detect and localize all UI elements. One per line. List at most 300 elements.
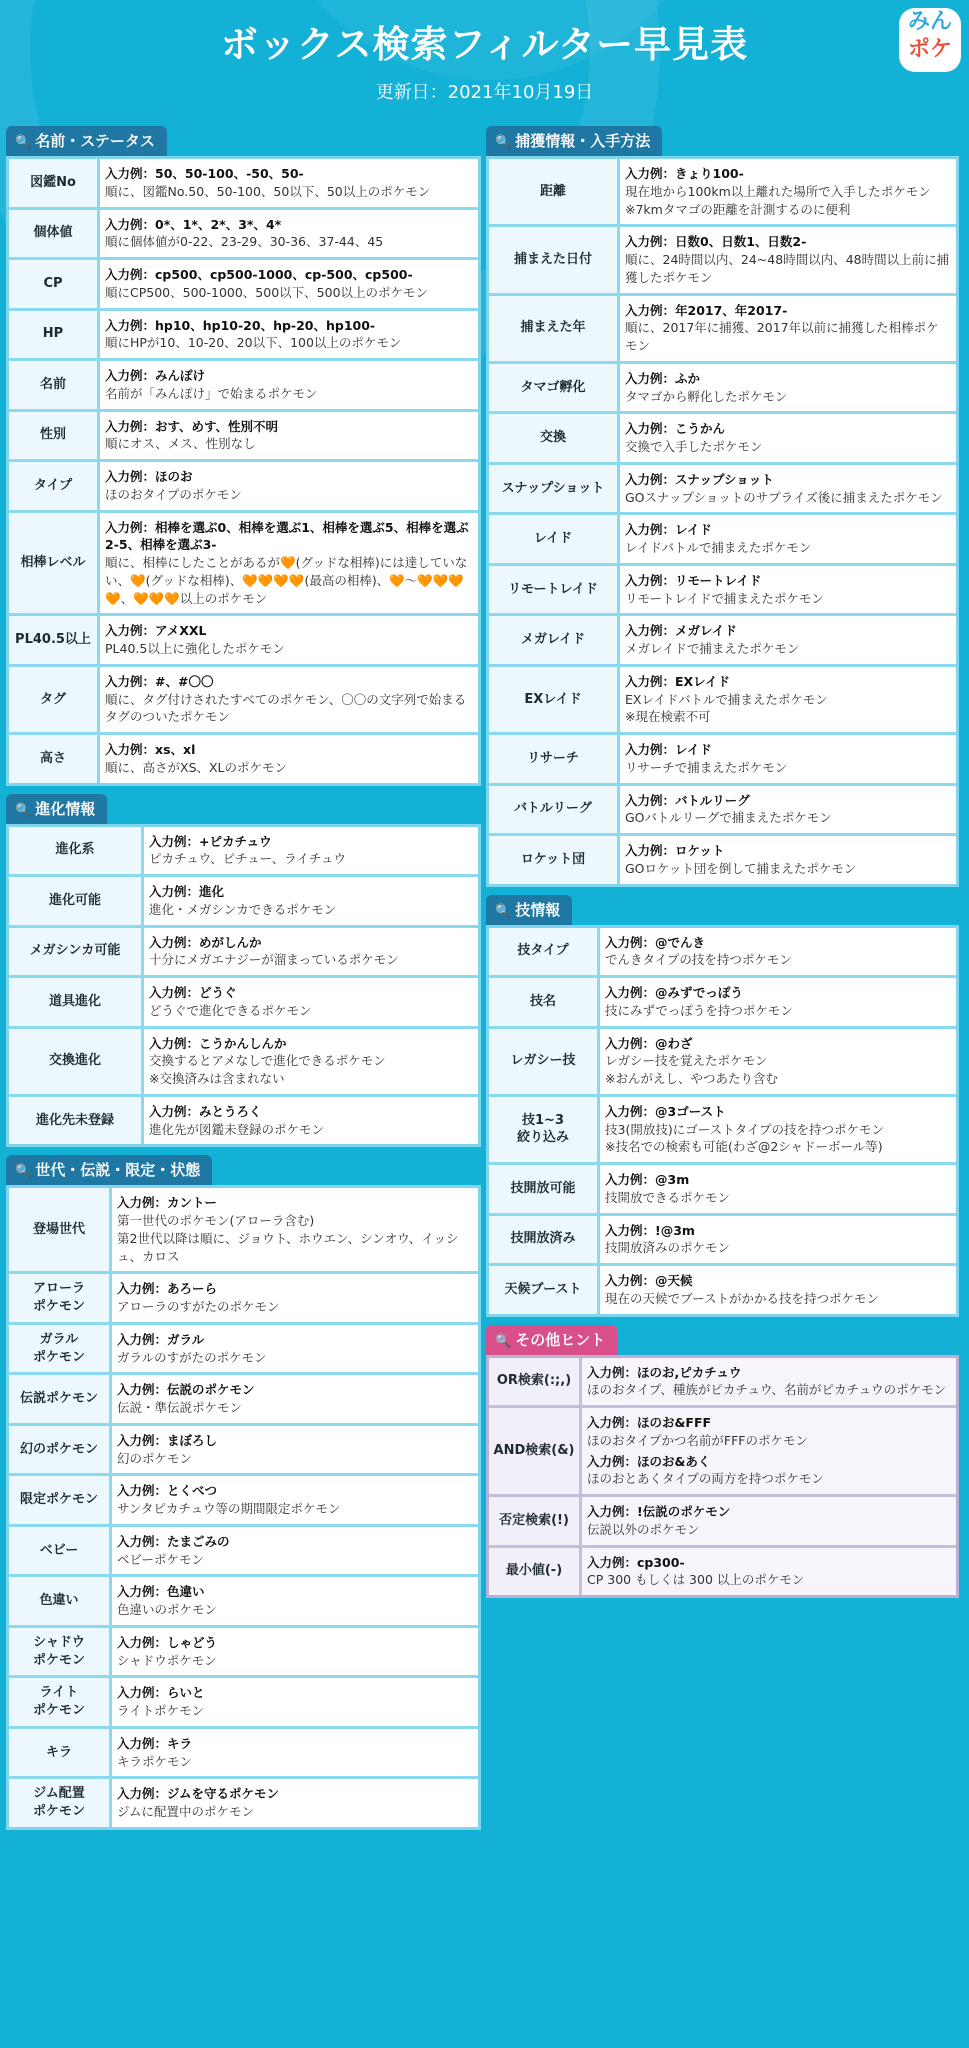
filter-label: EXレイド: [489, 667, 620, 732]
filter-description: ベビーポケモン: [117, 1551, 205, 1567]
filter-row: [9, 667, 478, 735]
filter-description: ほのおとあくタイプの両方を持つポケモン: [587, 1471, 824, 1487]
filter-description: メガレイドで捕まえたポケモン: [625, 641, 800, 656]
example-block: [625, 420, 950, 456]
input-example: 入力例：cp300-: [587, 1554, 685, 1570]
filter-row: [9, 877, 478, 928]
filter-description: ほのおタイプかつ名前がFFFのポケモン: [587, 1432, 808, 1448]
filter-content: [582, 1497, 956, 1545]
filter-description: どうぐで進化できるポケモン: [149, 1002, 312, 1018]
example-block: [587, 1503, 950, 1539]
filter-label: CP: [9, 260, 100, 308]
filter-label: タイプ: [9, 462, 100, 510]
filter-description: 技開放できるポケモン: [605, 1189, 731, 1205]
filter-row: [489, 1266, 956, 1314]
filter-row: [9, 1188, 478, 1274]
example-block: [605, 1103, 950, 1156]
input-example: 入力例：らいと: [117, 1685, 205, 1701]
filter-content: [112, 1426, 478, 1474]
filter-row: [9, 311, 478, 362]
filter-row: [489, 1216, 956, 1267]
filter-description: 交換するとアメなしで進化できるポケモン: [149, 1053, 386, 1069]
filter-content: [620, 364, 956, 412]
filter-table: [6, 1185, 481, 1830]
filter-description: ほのおタイプ、種族がピカチュウ、名前がピカチュウのポケモン: [587, 1382, 947, 1398]
filter-description: ほのおタイプのポケモン: [105, 486, 242, 502]
example-block: [105, 468, 472, 504]
filter-label: 進化先未登録: [9, 1097, 144, 1145]
section-title: 名前・ステータス: [35, 132, 155, 150]
filter-description: 伝説以外のポケモン: [587, 1521, 700, 1537]
filter-label: AND検索(&): [489, 1408, 582, 1494]
filter-row: [489, 227, 956, 295]
filter-table: [6, 824, 481, 1148]
filter-row: [9, 1375, 478, 1426]
filter-row: [489, 296, 956, 364]
filter-description: でんきタイプの技を持つポケモン: [605, 952, 792, 968]
filter-row: [9, 1476, 478, 1527]
example-block: [587, 1364, 950, 1400]
filter-label: 技名: [489, 978, 600, 1026]
filter-label: 技1~3 絞り込み: [489, 1097, 600, 1162]
filter-description: GOスナップショットのサプライズ後に捕まえたポケモン: [625, 489, 943, 505]
filter-content: [144, 978, 478, 1026]
input-example: 入力例：ほのお: [105, 469, 193, 484]
search-icon: 🔍: [15, 802, 32, 818]
filter-content: [582, 1548, 956, 1596]
filter-label: 距離: [489, 159, 620, 224]
filter-content: [144, 827, 478, 875]
filter-description: 技3(開放技)にゴーストタイプの技を持つポケモン: [605, 1121, 884, 1137]
filter-note: ※交換済みは含まれない: [149, 1071, 285, 1086]
filter-description: ライトポケモン: [117, 1703, 205, 1718]
filter-row: [9, 978, 478, 1029]
filter-note: ※技名での検索も可能(わざ@2シャドーボール等): [605, 1139, 883, 1155]
example-block: [625, 673, 950, 726]
filter-description: タマゴから孵化したポケモン: [625, 388, 788, 404]
filter-description: CP 300 もしくは 300 以上のポケモン: [587, 1572, 805, 1588]
filter-label: リモートレイド: [489, 566, 620, 614]
section-title: 技情報: [515, 900, 561, 919]
filter-row: [9, 1029, 478, 1097]
filter-description: 順に個体値が0-22、23-29、30-36、37-44、45: [105, 234, 384, 250]
example-block: [117, 1684, 472, 1720]
filter-row: [9, 827, 478, 878]
filter-content: [600, 1216, 956, 1264]
filter-description: キラポケモン: [117, 1753, 193, 1769]
section-header: [6, 794, 107, 824]
filter-description: PL40.5以上に強化したポケモン: [105, 641, 285, 656]
example-block: [625, 165, 950, 218]
filter-content: [620, 296, 956, 361]
filter-label: リサーチ: [489, 735, 620, 783]
input-example: 入力例：@でんき: [605, 934, 706, 950]
filter-label: 相棒レベル: [9, 513, 100, 614]
filter-row: [9, 1274, 478, 1325]
filter-note: ※おんがえし、やつあたり含む: [605, 1071, 778, 1086]
filter-row: [489, 667, 956, 735]
input-example: 入力例：キラ: [117, 1735, 193, 1751]
example-block: [105, 741, 472, 777]
example-block: [605, 934, 950, 970]
search-icon: 🔍: [495, 1333, 512, 1349]
filter-content: [112, 1325, 478, 1373]
filter-row: [489, 414, 956, 465]
example-block: [605, 1035, 950, 1088]
input-example: 入力例：アメXXL: [105, 623, 207, 639]
section-header: [6, 1155, 212, 1185]
filter-content: [112, 1375, 478, 1423]
filter-description: リサーチで捕まえたポケモン: [625, 759, 788, 775]
filter-description: 順にCP500、500-1000、500以下、500以上のポケモン: [105, 284, 429, 300]
input-example: 入力例：#、#〇〇: [105, 673, 214, 689]
example-block: [605, 1171, 950, 1207]
filter-label: キラ: [9, 1729, 112, 1777]
example-block: [117, 1583, 472, 1619]
input-example: 入力例：!@3m: [605, 1222, 695, 1238]
section-title: 進化情報: [35, 799, 96, 818]
section-header: [486, 1325, 617, 1355]
input-example: 入力例：ほのお,ピカチュウ: [587, 1364, 742, 1380]
example-block: [117, 1533, 472, 1569]
input-example: 入力例：年2017、年2017-: [625, 302, 788, 318]
filter-label: メガレイド: [489, 616, 620, 664]
filter-content: [600, 928, 956, 976]
filter-description: 順に、24時間以内、24~48時間以内、48時間以上前に捕獲したポケモン: [625, 252, 950, 285]
input-example: 入力例：@3m: [605, 1172, 690, 1187]
input-example: 入力例：あろーら: [117, 1281, 218, 1297]
filter-label: タマゴ孵化: [489, 364, 620, 412]
filter-content: [582, 1358, 956, 1406]
example-block: [605, 984, 950, 1020]
example-block: [149, 984, 472, 1020]
example-block: [117, 1735, 472, 1771]
input-example: 入力例：EXレイド: [625, 673, 731, 689]
filter-label: シャドウ ポケモン: [9, 1628, 112, 1676]
minpoke-logo[interactable]: [899, 8, 961, 72]
filter-content: [620, 667, 956, 732]
example-block: [587, 1414, 950, 1450]
section-title: その他ヒント: [515, 1330, 606, 1349]
filter-label: PL40.5以上: [9, 616, 100, 664]
example-block: [105, 266, 472, 302]
input-example: 入力例：スナップショット: [625, 471, 774, 487]
filter-label: 色違い: [9, 1577, 112, 1625]
filter-label: 道具進化: [9, 978, 144, 1026]
filter-row: [9, 1527, 478, 1578]
input-example: 入力例：メガレイド: [625, 623, 737, 639]
filter-row: [9, 1097, 478, 1145]
input-example: 入力例：hp10、hp10-20、hp-20、hp100-: [105, 317, 376, 333]
filter-section: [486, 1325, 959, 1599]
filter-row: [9, 1779, 478, 1827]
filter-label: アローラ ポケモン: [9, 1274, 112, 1322]
filter-description: ガラルのすがたのポケモン: [117, 1349, 267, 1365]
input-example: 入力例：!伝説のポケモン: [587, 1504, 731, 1519]
filter-label: 進化系: [9, 827, 144, 875]
filter-row: [9, 210, 478, 261]
filter-description: 現在の天候でブーストがかかる技を持つポケモン: [605, 1290, 880, 1306]
filter-table: [6, 156, 481, 786]
filter-row: [489, 1029, 956, 1097]
filter-section: [6, 126, 481, 786]
filter-row: [489, 465, 956, 516]
filter-content: [112, 1779, 478, 1827]
right-column: [486, 126, 959, 1606]
filter-content: [620, 566, 956, 614]
filter-row: [9, 462, 478, 513]
filter-description: 順にオス、メス、性別なし: [105, 436, 256, 452]
example-block: [105, 519, 472, 608]
filter-section: [6, 794, 481, 1148]
filter-label: 捕まえた年: [489, 296, 620, 361]
filter-description: GOロケット団を倒して捕まえたポケモン: [625, 860, 857, 876]
filter-description: ジムに配置中のポケモン: [117, 1804, 255, 1819]
example-block: [605, 1222, 950, 1258]
filter-content: [144, 1097, 478, 1145]
filter-label: タグ: [9, 667, 100, 732]
filter-label: ロケット団: [489, 836, 620, 884]
logo-text-top: みん: [907, 9, 952, 34]
filter-content: [112, 1729, 478, 1777]
filter-description: 進化・メガシンカできるポケモン: [149, 901, 337, 917]
filter-label: 天候ブースト: [489, 1266, 600, 1314]
filter-row: [489, 836, 956, 884]
filter-description: レガシー技を覚えたポケモン: [605, 1053, 768, 1069]
filter-content: [620, 735, 956, 783]
filter-label: 個体値: [9, 210, 100, 258]
filter-row: [489, 515, 956, 566]
filter-row: [489, 1497, 956, 1548]
input-example: 入力例：@3ゴースト: [605, 1103, 726, 1119]
filter-label: 否定検索(!): [489, 1497, 582, 1545]
example-block: [587, 1554, 950, 1590]
input-example: 入力例：しゃどう: [117, 1634, 218, 1650]
input-example: 入力例：xs、xl: [105, 742, 196, 757]
filter-description: 十分にメガエナジーが溜まっているポケモン: [149, 952, 399, 968]
filter-description: 順に、高さがXS、XLのポケモン: [105, 759, 288, 775]
search-icon: 🔍: [15, 135, 32, 150]
filter-label: 限定ポケモン: [9, 1476, 112, 1524]
example-block: [625, 622, 950, 658]
filter-row: [489, 364, 956, 415]
input-example: 入力例：色違い: [117, 1584, 205, 1600]
filter-description: 色違いのポケモン: [117, 1602, 218, 1617]
section-header: [486, 126, 662, 156]
filter-content: [600, 1029, 956, 1094]
filter-table: [486, 156, 959, 887]
filter-section: [486, 895, 959, 1317]
page-title: ボックス検索フィルター早見表: [220, 23, 749, 66]
filter-row: [9, 260, 478, 311]
filter-content: [100, 462, 478, 510]
input-example: 入力例：ガラル: [117, 1331, 205, 1347]
input-example: 入力例：伝説のポケモン: [117, 1382, 255, 1398]
filter-description: シャドウポケモン: [117, 1652, 217, 1668]
input-example: 入力例：おす、めす、性別不明: [105, 418, 279, 434]
filter-description: 幻のポケモン: [117, 1450, 193, 1466]
filter-content: [600, 1097, 956, 1162]
filter-label: レガシー技: [489, 1029, 600, 1094]
filter-description: 技にみずでっぽうを持つポケモン: [605, 1002, 793, 1018]
input-example: 入力例：0*、1*、2*、3*、4*: [105, 216, 282, 232]
example-block: [117, 1381, 472, 1417]
filter-table: [486, 925, 959, 1317]
filter-row: [9, 1577, 478, 1628]
filter-content: [112, 1274, 478, 1322]
filter-row: [489, 735, 956, 786]
updated-date: 更新日：2021年10月19日: [375, 82, 594, 103]
filter-content: [620, 836, 956, 884]
filter-label: バトルリーグ: [489, 786, 620, 834]
filter-content: [144, 1029, 478, 1094]
filter-row: [9, 513, 478, 617]
example-block: [105, 418, 472, 454]
filter-content: [100, 210, 478, 258]
filter-label: 性別: [9, 412, 100, 460]
filter-content: [620, 159, 956, 224]
input-example: 入力例：バトルリーグ: [625, 792, 750, 808]
example-block: [625, 792, 950, 828]
filter-content: [600, 1266, 956, 1314]
filter-label: HP: [9, 311, 100, 359]
input-example: 入力例：+ピカチュウ: [149, 833, 272, 849]
filter-label: ジム配置 ポケモン: [9, 1779, 112, 1827]
example-block: [605, 1272, 950, 1308]
filter-section: [6, 1155, 481, 1830]
filter-content: [112, 1527, 478, 1575]
filter-content: [112, 1678, 478, 1726]
section-title: 捕獲情報・入手方法: [515, 132, 651, 150]
input-example: 入力例：とくべつ: [117, 1483, 218, 1499]
input-example: 入力例：きょり100-: [625, 166, 744, 181]
example-block: [117, 1432, 472, 1468]
example-block: [625, 370, 950, 406]
filter-description: 名前が「みんぽけ」で始まるポケモン: [105, 385, 318, 401]
logo-text-bottom: ポケ: [907, 37, 952, 62]
filter-label: 最小値(-): [489, 1548, 582, 1596]
filter-content: [144, 877, 478, 925]
filter-content: [112, 1476, 478, 1524]
filter-row: [489, 928, 956, 979]
input-example: 入力例：@わざ: [605, 1035, 693, 1051]
filter-row: [489, 1097, 956, 1165]
example-block: [149, 1103, 472, 1139]
filter-content: [100, 412, 478, 460]
filter-content: [620, 616, 956, 664]
example-block: [149, 883, 472, 919]
example-block: [625, 471, 950, 507]
example-block: [625, 842, 950, 878]
example-block: [117, 1785, 472, 1821]
filter-description: 第一世代のポケモン(アローラ含む): [117, 1213, 315, 1228]
filter-description: 順に、相棒にしたことがあるが🧡(グッドな相棒)には達していない、🧡(グッドな相棒)、🧡🧡🧡🧡(最高の相棒)、🧡〜🧡🧡🧡🧡、🧡🧡🧡以上のポケモン: [105, 555, 468, 606]
filter-label: 幻のポケモン: [9, 1426, 112, 1474]
input-example: 入力例：レイド: [625, 522, 712, 538]
input-example: 入力例：50、50-100、-50、50-: [105, 166, 304, 181]
example-block: [105, 165, 472, 201]
filter-content: [112, 1188, 478, 1271]
input-example: 入力例：レイド: [625, 742, 712, 757]
example-block: [117, 1634, 472, 1670]
example-block: [625, 302, 950, 355]
filter-row: [489, 566, 956, 617]
input-example: 入力例：日数0、日数1、日数2-: [625, 234, 807, 250]
filter-description: 進化先が図鑑未登録のポケモン: [149, 1121, 325, 1137]
filter-description: サンタピカチュウ等の期間限定ポケモン: [117, 1501, 341, 1516]
example-block: [117, 1194, 472, 1265]
example-block: [625, 741, 950, 777]
filter-content: [620, 465, 956, 513]
input-example: 入力例：カントー: [117, 1195, 218, 1211]
example-block: [105, 216, 472, 252]
input-example: 入力例：リモートレイド: [625, 572, 762, 588]
filter-content: [620, 414, 956, 462]
input-example: 入力例：相棒を選ぶ0、相棒を選ぶ1、相棒を選ぶ5、相棒を選ぶ2-5、相棒を選ぶ3-: [105, 519, 469, 553]
filter-content: [100, 735, 478, 783]
filter-label: ベビー: [9, 1527, 112, 1575]
filter-description: 伝説・準伝説ポケモン: [117, 1400, 243, 1415]
filter-content: [620, 786, 956, 834]
filter-row: [9, 1325, 478, 1376]
input-example: 入力例：めがしんか: [149, 934, 262, 950]
section-header: [486, 895, 572, 925]
filter-row: [9, 1628, 478, 1679]
filter-description: 順にHPが10、10-20、20以下、100以上のポケモン: [105, 335, 402, 351]
example-block: [149, 934, 472, 970]
filter-row: [9, 159, 478, 210]
filter-label: 名前: [9, 361, 100, 409]
example-block: [105, 367, 472, 403]
input-example: 入力例：まぼろし: [117, 1432, 218, 1448]
filter-description: 技開放済みのポケモン: [605, 1240, 731, 1256]
input-example: 入力例：@天候: [605, 1273, 693, 1288]
filter-label: 交換: [489, 414, 620, 462]
filter-row: [9, 616, 478, 667]
filter-label: スナップショット: [489, 465, 620, 513]
input-example: 入力例：どうぐ: [149, 985, 237, 1000]
filter-description: 順に、図鑑No.50、50-100、50以下、50以上のポケモン: [105, 183, 431, 199]
search-icon: 🔍: [15, 1164, 32, 1180]
filter-content: [582, 1408, 956, 1494]
filter-row: [9, 1729, 478, 1780]
filter-row: [9, 1426, 478, 1477]
filter-row: [489, 616, 956, 667]
filter-row: [9, 412, 478, 463]
input-example: 入力例：みとうろく: [149, 1103, 262, 1119]
filter-label: 高さ: [9, 735, 100, 783]
filter-row: [489, 1165, 956, 1216]
example-block: [117, 1280, 472, 1316]
filter-label: 図鑑No: [9, 159, 100, 207]
filter-row: [489, 159, 956, 227]
filter-description: 順に、2017年に捕獲、2017年以前に捕獲した相棒ポケモン: [625, 320, 939, 353]
filter-description: GOバトルリーグで捕まえたポケモン: [625, 810, 832, 826]
example-block: [587, 1453, 950, 1489]
input-example: 入力例：こうかんしんか: [149, 1035, 287, 1051]
filter-row: [489, 1548, 956, 1596]
input-example: 入力例：ロケット: [625, 843, 725, 858]
filter-content: [600, 978, 956, 1026]
filter-section: [486, 126, 959, 887]
input-example: 入力例：@みずでっぽう: [605, 985, 743, 1000]
input-example: 入力例：たまごみの: [117, 1533, 230, 1549]
filter-content: [112, 1628, 478, 1676]
filter-description: 交換で入手したポケモン: [625, 439, 763, 454]
section-title: 世代・伝説・限定・状態: [35, 1161, 201, 1180]
filter-label: ガラル ポケモン: [9, 1325, 112, 1373]
filter-content: [112, 1577, 478, 1625]
